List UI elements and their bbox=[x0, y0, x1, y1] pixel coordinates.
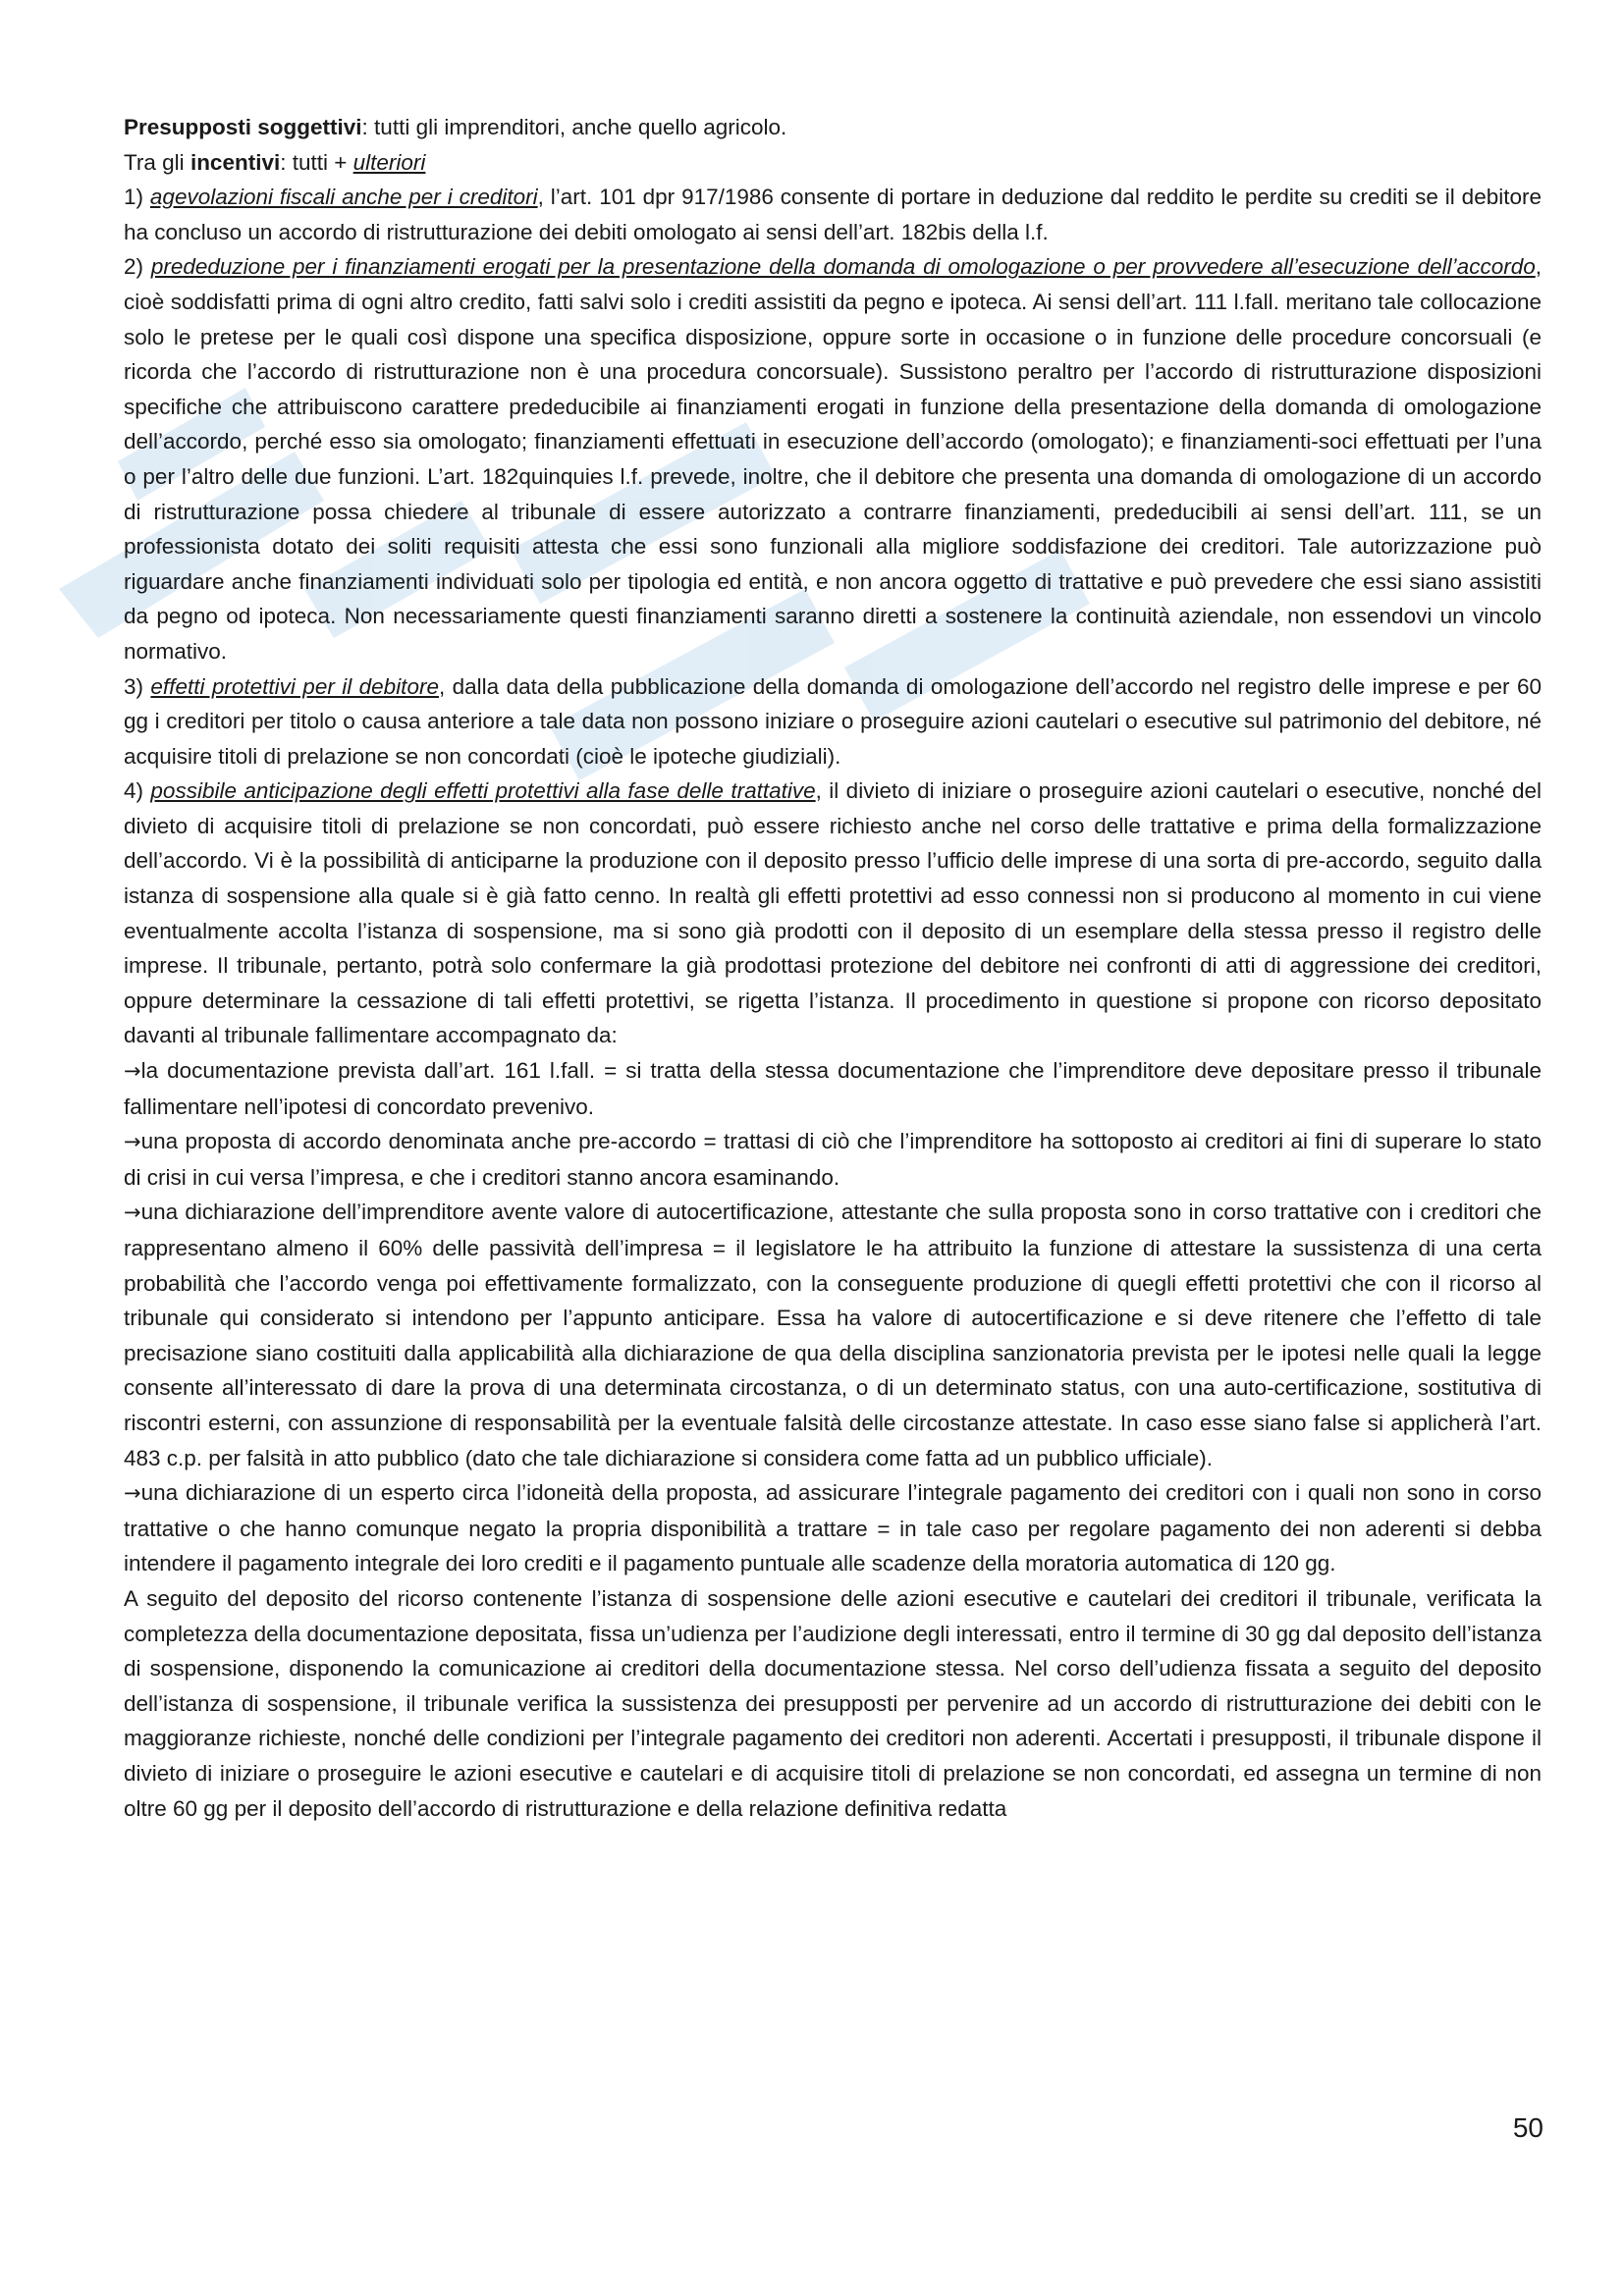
intro-line-2 bbox=[124, 145, 1542, 181]
item-3-number: 3) bbox=[124, 673, 151, 699]
intro-line-1 bbox=[124, 110, 1542, 145]
arrow-icon: → bbox=[124, 1201, 141, 1225]
item-4-text: , il divieto di iniziare o proseguire azioni cautelari o esecutive, nonché del divieto di acquisire titoli di prelazione se non concordati, può essere richiesto anche nel corso delle trattative e prima della formalizzazione dell’accordo. Vi è la possibilità di anticiparne la produzione con il deposito presso l’ufficio delle imprese di una sorta di pre-accordo, seguito dalla istanza di sospensione alla quale si è già fatto cenno. In realtà gli effetti protettivi ad esso connessi non si producono al momento in cui viene eventualmente accolta l’istanza di sospensione, ma si sono già prodotti con il deposito di un esemplare della stessa presso il registro delle imprese. Il tribunale, pertanto, potrà solo confermare la già prodottasi protezione del debitore nei confronti di atti di aggressione dei creditori, oppure determinare la cessazione di tali effetti protettivi, se rigetta l’istanza. Il procedimento in questione si propone con ricorso depositato davanti al tribunale fallimentare accompagnato da: bbox=[124, 778, 1542, 1048]
arrow-item-2-text: una proposta di accordo denominata anche pre-accordo = trattasi di ciò che l’imprenditore ha sottoposto ai creditori ai fini di superare lo stato di crisi in cui versa l’impresa, e che i creditori stanno ancora esaminando. bbox=[124, 1129, 1542, 1190]
item-2-number: 2) bbox=[124, 254, 151, 280]
ulteriori-emphasis: ulteriori bbox=[352, 149, 426, 175]
item-3 bbox=[124, 669, 1542, 774]
arrow-icon: → bbox=[124, 1130, 141, 1154]
arrow-item-3 bbox=[124, 1195, 1542, 1475]
document-body bbox=[124, 110, 1542, 1826]
arrow-icon: → bbox=[124, 1481, 141, 1506]
arrow-item-4-text: una dichiarazione di un esperto circa l’idoneità della proposta, ad assicurare l’integrale pagamento dei creditori con i quali non sono in corso trattative o che hanno comunque negato la propria disponibilità a trattare = in tale caso per regolare pagamento dei non aderenti si debba intendere il pagamento integrale dei loro crediti e il pagamento puntuale alle scadenze della moratoria automatica di 120 gg. bbox=[124, 1480, 1542, 1576]
item-4-title: possibile anticipazione degli effetti protettivi alla fase delle trattative bbox=[150, 778, 816, 804]
arrow-item-1 bbox=[124, 1053, 1542, 1124]
closing-paragraph: A seguito del deposito del ricorso contenente l’istanza di sospensione delle azioni esecutive e cautelari dei creditori il tribunale, verificata la completezza della documentazione depositata, fissa un’udienza per l’audizione degli interessati, entro il termine di 30 gg dal deposito dell’istanza di sospensione, disponendo la comunicazione ai creditori della documentazione stessa. Nel corso dell’udienza fissata a seguito del deposito dell’istanza di sospensione, il tribunale verifica la sussistenza dei presupposti per pervenire ad un accordo di ristrutturazione dei debiti con le maggioranze richieste, nonché delle condizioni per l’integrale pagamento dei creditori non aderenti. Accertati i presupposti, il tribunale dispone il divieto di iniziare o proseguire le azioni esecutive e cautelari e di acquisire titoli di prelazione se non concordati, ed assegna un termine di non oltre 60 gg per il deposito dell’accordo di ristrutturazione e della relazione definitiva redatta bbox=[124, 1585, 1542, 1821]
arrow-item-3-text: una dichiarazione dell’imprenditore avente valore di autocertificazione, attestante che sulla proposta sono in corso trattative con i creditori che rappresentano almeno il 60% delle passività dell’impresa = il legislatore le ha attribuito la funzione di attestare la sussistenza di una certa probabilità che l’accordo venga poi effettivamente formalizzato, con la conseguente produzione di quegli effetti protettivi che con il ricorso al tribunale qui considerato si intendono per l’appunto anticipare. Essa ha valore di autocertificazione e si deve ritenere che l’effetto di tale precisazione siano costituiti dalla applicabilità alla dichiarazione de qua della disciplina sanzionatoria prevista per le ipotesi nelle quali la legge consente all’interessato di dare la prova di una determinata circostanza, o di un determinato status, con una auto-certificazione, sostitutiva di riscontri esterni, con assunzione di responsabilità per la eventuale falsità delle circostanze attestate. In caso esse siano false si applicherà l’art. 483 c.p. per falsità in atto pubblico (dato che tale dichiarazione si considera come fatta ad un pubblico ufficiale). bbox=[124, 1200, 1542, 1470]
arrow-item-2 bbox=[124, 1124, 1542, 1195]
item-4-number: 4) bbox=[124, 778, 151, 804]
item-1-title: agevolazioni fiscali anche per i creditori bbox=[149, 185, 538, 210]
item-1-number: 1) bbox=[124, 185, 150, 210]
arrow-item-4 bbox=[124, 1475, 1542, 1581]
intro-text-2b: : tutti + bbox=[280, 149, 353, 175]
item-1 bbox=[124, 180, 1542, 249]
item-2 bbox=[124, 249, 1542, 668]
arrow-item-1-text: la documentazione prevista dall’art. 161 l.fall. = si tratta della stessa documentazione che l’imprenditore deve depositare presso il tribunale fallimentare nell’ipotesi di concordato prevenivo. bbox=[124, 1058, 1542, 1119]
label-incentivi: incentivi bbox=[189, 149, 281, 175]
arrow-icon: → bbox=[124, 1059, 141, 1084]
intro-text-1: : tutti gli imprenditori, anche quello agricolo. bbox=[361, 115, 787, 139]
item-3-text: , dalla data della pubblicazione della domanda di omologazione dell’accordo nel registro delle imprese e per 60 gg i creditori per titolo o causa anteriore a tale data non possono iniziare o proseguire azioni cautelari o esecutive sul patrimonio del debitore, né acquisire titoli di prelazione se non concordati (cioè le ipoteche giudiziali). bbox=[124, 673, 1542, 769]
item-4 bbox=[124, 774, 1542, 1053]
item-2-title: prededuzione per i finanziamenti erogati per la presentazione della domanda di omologazione o per provvedere all’esecuzione dell’accordo bbox=[150, 254, 1536, 280]
page-number: 50 bbox=[1512, 2112, 1543, 2143]
item-1-text: , l’art. 101 dpr 917/1986 consente di portare in deduzione dal reddito le perdite su crediti se il debitore ha concluso un accordo di ristrutturazione dei debiti omologato ai sensi dell’art. 182bis della l.f. bbox=[124, 185, 1542, 244]
intro-text-2a: Tra gli bbox=[124, 149, 190, 175]
item-3-title: effetti protettivi per il debitore bbox=[150, 673, 439, 699]
item-2-text: , cioè soddisfatti prima di ogni altro credito, fatti salvi solo i crediti assistiti da pegno e ipoteca. Ai sensi dell’art. 111 l.fall. meritano tale collocazione solo le pretese per le quali così dispone una specifica disposizione, oppure sorte in occasione o in funzione delle procedure concorsuali (e ricorda che l’accordo di ristrutturazione non è una procedura concorsuale). Sussistono peraltro per l’accordo di ristrutturazione disposizioni specifiche che attribuiscono carattere prededucibile ai finanziamenti erogati in funzione della presentazione della domanda di omologazione dell’accordo, perché esso sia omologato; finanziamenti effettuati in esecuzione dell’accordo (omologato); e finanziamenti-soci effettuati per l’una o per l’altro delle due funzioni. L’art. 182quinquies l.f. prevede, inoltre, che il debitore che presenta una domanda di omologazione di un accordo di ristrutturazione possa chiedere al tribunale di essere autorizzato a contrarre finanziamenti, prededucibili ai sensi dell’art. 111, se un professionista dotato dei soliti requisiti attesta che essi sono funzionali alla migliore soddisfazione dei creditori. Tale autorizzazione può riguardare anche finanziamenti individuati solo per tipologia ed entità, e non ancora oggetto di trattative e può prevedere che essi siano assistiti da pegno od ipoteca. Non necessariamente questi finanziamenti saranno diretti a sostenere la continuità aziendale, non essendovi un vincolo normativo. bbox=[124, 254, 1542, 664]
label-presupposti: Presupposti soggettivi bbox=[124, 115, 362, 139]
